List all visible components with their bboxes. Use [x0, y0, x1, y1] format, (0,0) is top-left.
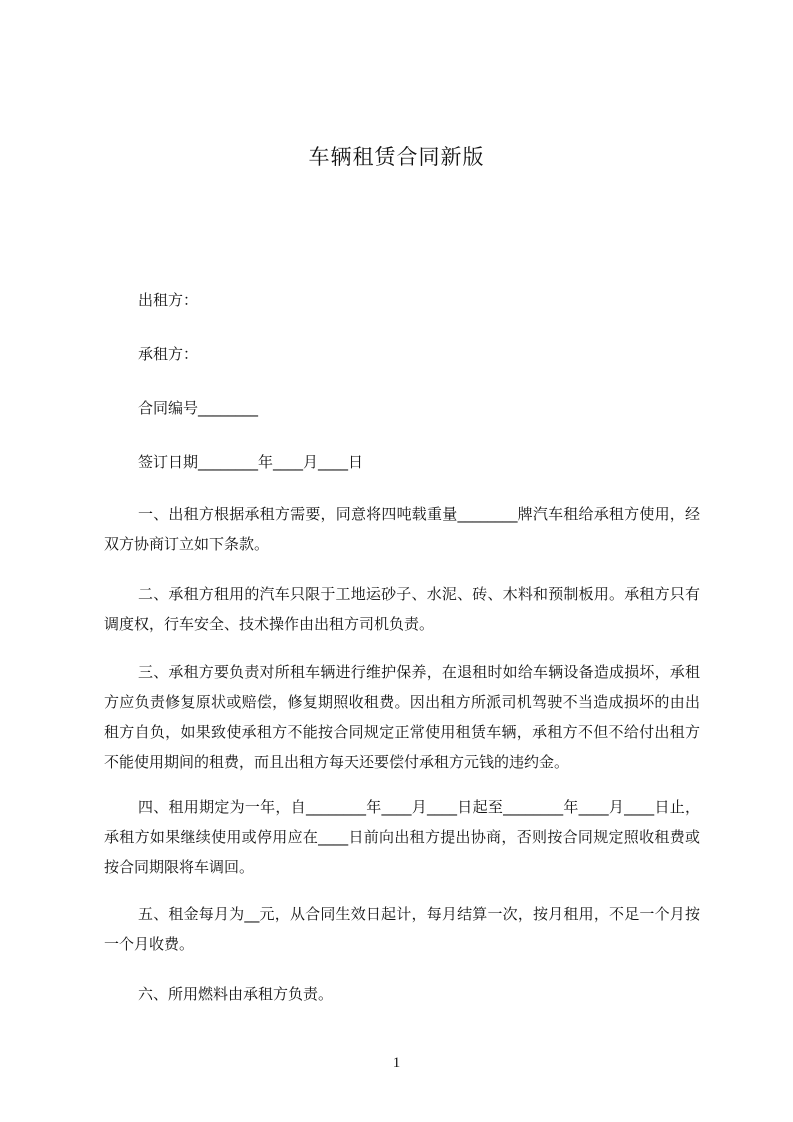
lessee-field: 承租方：: [138, 345, 199, 363]
lessor-field: 出租方：: [138, 291, 199, 309]
clause-6: 六、所用燃料由承租方负责。: [138, 985, 334, 1003]
signing-date-field: 签订日期________年____月____日: [138, 453, 364, 471]
clause-5: 五、租金每月为__元，从合同生效日起计，每月结算一次，按月租用，不足一个月按一个月收费。: [104, 905, 700, 953]
clause-1: 一、出租方根据承租方需要，同意将四吨载重量________牌汽车租给承租方使用，经双方协商订立如下条款。: [104, 505, 700, 553]
document-title: 车辆租赁合同新版: [308, 145, 485, 169]
clause-2: 二、承租方租用的汽车只限于工地运砂子、水泥、砖、木料和预制板用。承租方只有调度权，行车安全、技术操作由出租方司机负责。: [104, 585, 700, 633]
contract-number-field: 合同编号________: [138, 399, 259, 417]
clause-4: 四、租用期定为一年，自________年____月____日起至________年____月____日止，承租方如果继续使用或停用应在____日前向出租方提出协商，否则按合同规定照收租费或按合同期限将车调回。: [104, 798, 700, 876]
page-number: 1: [392, 1055, 401, 1071]
clause-3: 三、承租方要负责对所租车辆进行维护保养，在退租时如给车辆设备造成损坏，承租方应负责修复原状或赔偿，修复期照收租费。因出租方所派司机驾驶不当造成损坏的由出租方自负，如果致使承租方不能按合同规定正常使用租赁车辆，承租方不但不给付出租方不能使用期间的租费，而且出租方每天还要偿付承租方元钱的违约金。: [104, 663, 700, 771]
